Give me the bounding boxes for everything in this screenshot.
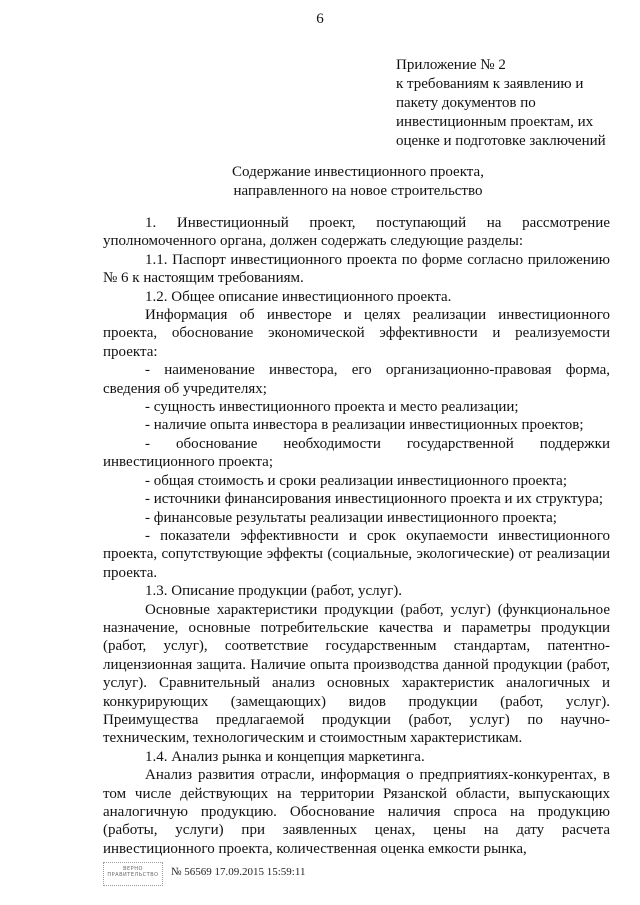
footer (103, 862, 403, 886)
title-line: Содержание инвестиционного проекта, (232, 164, 484, 180)
paragraph: 1. Инвестиционный проект, поступающий на рассмотрение уполномоченного органа, должен содержать следующие разделы: (103, 215, 610, 250)
paragraph: 1.4. Анализ рынка и концепция маркетинга. (145, 748, 425, 765)
document-body (103, 214, 610, 858)
document-title (0, 163, 640, 201)
appendix-line: инвестиционным проектам, их (396, 114, 594, 130)
paragraph: 1.1. Паспорт инвестиционного проекта по форме согласно приложению № 6 к настоящим требованиям. (103, 251, 610, 287)
appendix-line: пакету документов по (396, 95, 536, 111)
paragraph: Информация об инвесторе и целях реализации инвестиционного проекта, обоснование экономической эффективности и реализуемости проекта: (103, 307, 610, 360)
paragraph: 1.3. Описание продукции (работ, услуг). (145, 583, 402, 600)
appendix-line: Приложение № 2 (396, 57, 506, 73)
list-item: - обоснование необходимости государственной поддержки инвестиционного проекта; (103, 435, 610, 471)
list-item: - показатели эффективности и срок окупаемости инвестиционного проекта, сопутствующие эффекты (социальные, экологические) от реализации проекта. (103, 527, 610, 581)
document-registration-id: № 56569 17.09.2015 15:59:11 (171, 866, 306, 878)
title-line: направленного на новое строительство (233, 183, 483, 199)
paragraph: 1.2. Общее описание инвестиционного проекта. (145, 288, 452, 305)
stamp-text: ВЕРНО (123, 866, 143, 872)
page-number: 6 (316, 11, 324, 27)
verification-stamp (103, 862, 163, 886)
appendix-line: оценке и подготовке заключений (396, 133, 606, 149)
list-item: - наличие опыта инвестора в реализации инвестиционных проектов; (145, 417, 584, 434)
appendix-header (396, 56, 636, 151)
paragraph: Анализ развития отрасли, информация о предприятиях-конкурентах, в том числе действующих на территории Рязанской области, выпускающих аналогичную продукцию. Обоснование наличия спроса на продукцию (работы, услуги) при заявленных ценах, цены на дату расчета инвестиционного проекта, количественная оценка емкости рынка, (103, 767, 610, 857)
appendix-line: к требованиям к заявлению и (396, 76, 584, 92)
paragraph: Основные характеристики продукции (работ, услуг) (функциональное назначение, основные потребительские качества и параметры продукции (работ, услуг), соответствие государственным стандартам, патентно-лицензионная защита. Наличие опыта производства данной продукции (работ, услуг). Сравнительный анализ основных характеристик аналогичных и конкурирующих (замещающих) видов продукции (работ, услуг). Преимущества предлагаемой продукции (работ, услуг) по научно-техническим, технологическим и стоимостным характеристикам. (103, 601, 610, 747)
list-item: - источники финансирования инвестиционного проекта и их структура; (145, 491, 604, 508)
list-item: - наименование инвестора, его организационно-правовая форма, сведения об учредителях; (103, 362, 610, 397)
list-item: - общая стоимость и сроки реализации инвестиционного проекта; (145, 472, 567, 489)
list-item: - сущность инвестиционного проекта и место реализации; (145, 399, 519, 416)
list-item: - финансовые результаты реализации инвестиционного проекта; (145, 509, 557, 526)
stamp-text: ПРАВИТЕЛЬСТВО (107, 872, 159, 878)
